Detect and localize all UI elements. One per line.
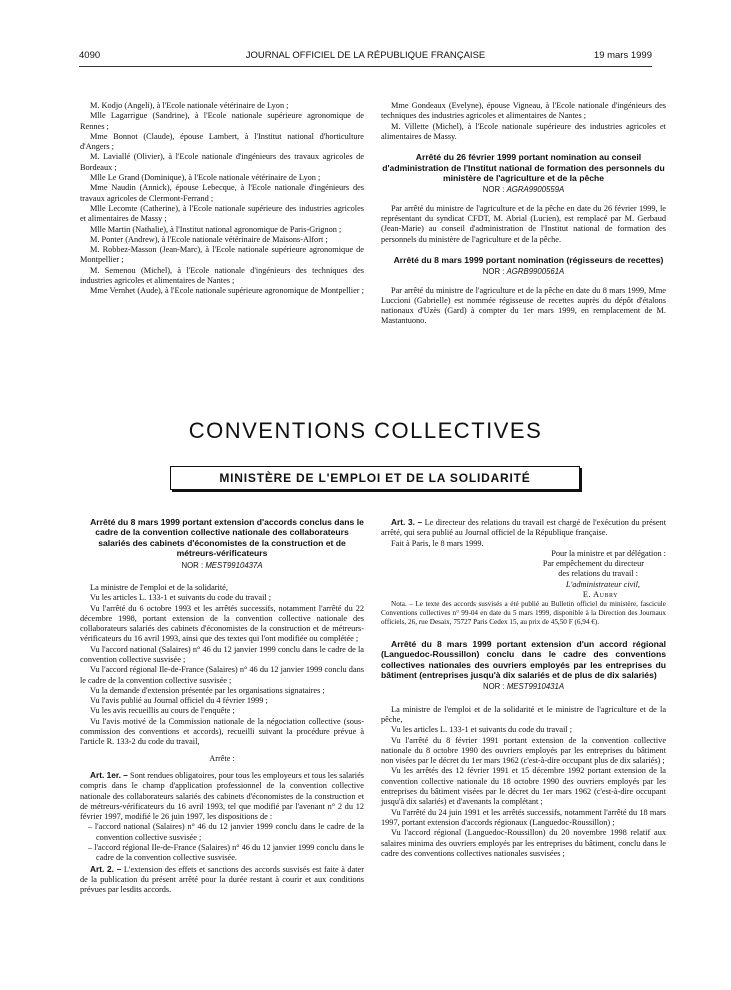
nor-reference — [381, 267, 666, 277]
list-item: Mlle Martin (Nathalie), à l'Institut national agronomique de Paris-Grignon ; — [90, 224, 342, 234]
nor-code: AGRB9900561A — [506, 267, 565, 277]
nor-label: NOR : — [482, 267, 505, 277]
top-right-column — [381, 101, 666, 327]
signatory-name: E. Aubry — [582, 590, 618, 600]
signature-line: Pour la ministre et par délégation : — [551, 548, 666, 558]
list-item: Mlle Lagarrigue (Sandrine), à l'Ecole nationale supérieure agronomique de Rennes ; — [80, 111, 364, 131]
list-item: M. Ponter (Andrew), à l'Ecole nationale vétérinaire de Maisons-Alfort ; — [90, 234, 328, 244]
journal-title: JOURNAL OFFICIEL DE LA RÉPUBLIQUE FRANÇAISE — [245, 50, 486, 61]
page-header — [79, 50, 652, 64]
note: Nota. – Le texte des accords susvisés a été publié au Bulletin officiel du ministère, fascicule Conventions collectives n° 99-04 en date du 5 mars 1999, disponible à la Direction des Journaux officiels, 26, rue Desaix, 75727 Paris Cedex 15, au prix de 45,50 F (6,94 €). — [381, 600, 666, 626]
nor-label: NOR : — [482, 682, 505, 692]
list-item: – l'accord régional Ile-de-France (Salaires) n° 46 du 12 janvier 1999 conclu dans le cadre de la convention collective susvisée. — [88, 843, 364, 863]
decree-title: Arrêté du 8 mars 1999 portant extension d'un accord régional (Languedoc-Roussillon) conclu dans le cadre des conventions collectives nationales des ouvriers employés par les entreprises du bâtiment (entreprises jusqu'à dix salariés et de plus de dix salariés) — [381, 638, 666, 680]
signature-line: Par empêchement du directeur — [542, 559, 644, 569]
list-item: M. Robbez-Masson (Jean-Marc), à l'Ecole nationale supérieure agronomique de Montpellier ; — [80, 245, 364, 265]
nor-label: NOR : — [181, 560, 204, 570]
decree-text: Par arrêté du ministre de l'agriculture et de la pêche en date du 8 mars 1999, Mme Luccioni (Gabrielle) est nommée régisseuse de recettes auprès du dépôt d'étalons nationaux d'Uzès (Gard) à compter du 1er mars 1999, en remplacement de M. Mastantuono. — [381, 285, 666, 326]
list-item: – l'accord national (Salaires) n° 46 du 12 janvier 1999 conclu dans le cadre de la convention collective susvisée ; — [88, 822, 364, 842]
signature-line: des relations du travail : — [558, 569, 638, 579]
article-1 — [80, 770, 364, 822]
paragraph: La ministre de l'emploi et de la solidarité, — [90, 582, 228, 592]
nor-reference — [381, 682, 666, 692]
place-date: Fait à Paris, le 8 mars 1999. — [391, 538, 484, 548]
paragraph: Vu la demande d'extension présentée par les organisations signataires ; — [90, 685, 325, 695]
issue-date: 19 mars 1999 — [593, 50, 652, 61]
section-heading: CONVENTIONS COLLECTIVES — [188, 418, 543, 443]
paragraph: Vu les articles L. 133-1 et suivants du code du travail ; — [391, 725, 573, 735]
nor-code: MEST9910437A — [205, 560, 263, 570]
nor-code: MEST9910431A — [506, 682, 565, 692]
paragraph: Vu l'arrêté du 8 février 1991 portant extension de la convention collective nationale du 8 octobre 1990 des ouvriers employés par les entreprises du bâtiment non visées par le décret du 1er mars 1962 (c'est-à-dire occupant plus de dix salariés) ; — [381, 735, 666, 766]
article-label: Art. 1er. – — [90, 769, 128, 780]
article-label: Art. 2. – — [90, 863, 122, 874]
article-label: Art. 3. – — [391, 517, 423, 527]
decree-text: Par arrêté du ministre de l'agriculture et de la pêche en date du 26 février 1999, le représentant du syndicat CFDT, M. Abrial (Lucien), est remplacé par M. Gerbaud (Jean-Marie) au conseil d'administration de l'Institut national de formation des personnels du ministère de l'agriculture et de la pêche. — [381, 203, 666, 244]
bottom-right-column — [381, 517, 666, 859]
bottom-left-column — [80, 517, 364, 896]
header-divider — [79, 66, 652, 67]
signature-line: L'administrateur civil, — [565, 579, 640, 589]
list-item: Mlle Lecomte (Catherine), à l'Ecole nationale supérieure des industries agricoles et alimentaires de Massy ; — [80, 203, 364, 224]
list-item: Mme Vernhet (Aude), à l'Ecole nationale supérieure agronomique de Montpellier ; — [90, 286, 364, 296]
paragraph: Vu l'avis publié au Journal officiel du 4 février 1999 ; — [90, 696, 268, 706]
paragraph: Vu l'arrêté du 24 juin 1991 et les arrêtés successifs, notamment l'arrêté du 18 mars 1997, portant extension d'accords régionaux (Languedoc-Roussillon) ; — [381, 807, 666, 827]
nor-label: NOR : — [482, 185, 505, 195]
list-item: Mme Bonnot (Claude), épouse Lambert, à l'Institut national d'horticulture d'Angers ; — [80, 131, 364, 152]
list-item: M. Laviallé (Olivier), à l'Ecole nationale d'ingénieurs des travaux agricoles de Bordeaux ; — [80, 152, 364, 172]
nor-reference — [381, 185, 666, 195]
paragraph: Vu l'arrêté du 6 octobre 1993 et les arrêtés successifs, notamment l'arrêté du 22 décembre 1998, portant extension de la convention collective nationale des collaborateurs salariés des cabinets d'économistes de la construction et de métreurs-vérificateurs du 16 avril 1993, ainsi que des textes qui l'ont modifiée ou complétée ; — [80, 603, 364, 644]
paragraph: Vu les arrêtés des 12 février 1991 et 15 décembre 1992 portant extension de la convention collective nationale du 18 octobre 1990 des ouvriers employés par les entreprises du bâtiment visées par le décret du 1er mars 1962 (c'est-à-dire occupant jusqu'à dix salariés) et d'avenants la complétant ; — [381, 766, 666, 807]
decree-title: Arrêté du 8 mars 1999 portant nomination (régisseurs de recettes) — [393, 254, 664, 265]
article-text: Le directeur des relations du travail est chargé de l'exécution du présent arrêté, qui sera publié au Journal officiel de la République française. — [381, 518, 667, 538]
article-text: L'extension des effets et sanctions des accords susvisés est faite à dater de la publication du présent arrêté pour la durée restant à courir et aux conditions prévues par lesdits accords. — [80, 864, 365, 895]
list-item: Mme Naudin (Annick), épouse Lebecque, à l'Ecole nationale d'ingénieurs des travaux agricoles de Clermont-Ferrand ; — [80, 183, 364, 203]
nor-code: AGRA9900559A — [506, 185, 565, 195]
paragraph: Vu l'accord national (Salaires) n° 46 du 12 janvier 1999 conclu dans le cadre de la convention collective susvisée ; — [80, 644, 364, 664]
list-item: Mme Gondeaux (Evelyne), épouse Vigneau, à l'Ecole nationale d'ingénieurs des techniques des industries agricoles et alimentaires de Nantes ; — [381, 101, 666, 121]
article-3 — [381, 517, 666, 539]
paragraph: Vu les avis recueillis au cours de l'enquête ; — [90, 706, 235, 716]
decree-title: Arrêté du 26 février 1999 portant nomination au conseil d'administration de l'Institut national de formation des personnels du ministère de l'agriculture et de la pêche — [382, 152, 665, 183]
paragraph: Vu l'avis motivé de la Commission nationale de la négociation collective (sous-commission des conventions et accords), recueilli suivant la procédure prévue à l'article R. 133-2 du code du travail, — [80, 716, 364, 747]
list-item: M. Semenou (Michel), à l'Ecole nationale d'ingénieurs des techniques des industries agricoles et alimentaires de Nantes ; — [80, 265, 364, 286]
page-number: 4090 — [79, 50, 101, 61]
paragraph: La ministre de l'emploi et de la solidarité et le ministre de l'agriculture et de la pêche, — [381, 704, 666, 724]
list-item: Mlle Le Grand (Dominique), à l'Ecole nationale vétérinaire de Lyon ; — [90, 173, 321, 183]
paragraph: Vu l'accord régional Ile-de-France (Salaires) n° 46 du 12 janvier 1999 conclu dans le cadre de la convention collective susvisée ; — [80, 665, 364, 685]
paragraph: Vu l'accord régional (Languedoc-Roussillon) du 20 novembre 1998 relatif aux salaires minima des ouvriers employés par les entreprises du bâtiment, conclu dans le cadre des conventions collectives nationales susvisées ; — [381, 828, 666, 858]
article-2 — [80, 864, 364, 896]
paragraph: Vu les articles L. 133-1 et suivants du code du travail ; — [90, 593, 272, 603]
decree-title: Arrêté du 8 mars 1999 portant extension d'accords conclus dans le cadre de la convention collective nationale des collaborateurs salariés des cabinets d'économistes de la construction et de métreurs-vérificateurs — [90, 517, 364, 559]
top-left-column — [80, 101, 364, 297]
article-text: Sont rendues obligatoires, pour tous les employeurs et tous les salariés compris dans le champ d'application professionnel de la convention collective nationale des collaborateurs salariés des cabinets d'économistes de la construction et de métreurs-vérificateurs du 16 avril 1993, tel que modifié par l'avenant n° 2 du 12 février 1997, modifié le 26 juin 1997, les dispositions de : — [80, 770, 364, 822]
nor-reference — [80, 561, 364, 571]
arrete-label: Arrête : — [209, 753, 235, 763]
list-item: M. Kodjo (Angeli), à l'Ecole nationale vétérinaire de Lyon ; — [90, 101, 289, 110]
ministry-banner: MINISTÈRE DE L'EMPLOI ET DE LA SOLIDARITÉ — [170, 466, 580, 490]
list-item: M. Villette (Michel), à l'Ecole nationale supérieure des industries agricoles et alimentaires de Massy. — [381, 121, 666, 141]
